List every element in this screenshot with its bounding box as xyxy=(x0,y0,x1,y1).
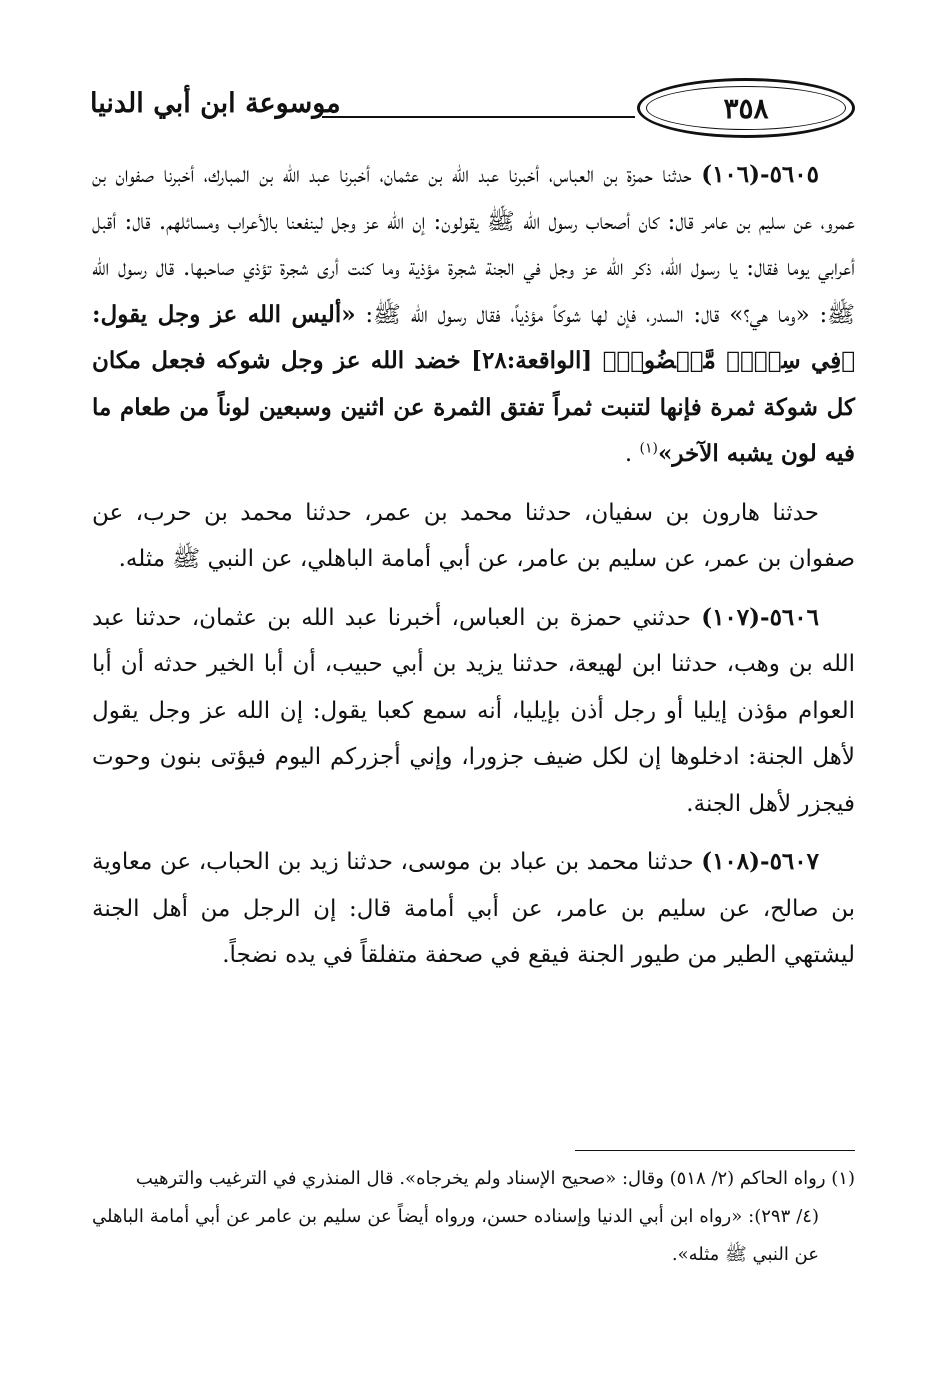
hadith-text: حدثني حمزة بن العباس، أخبرنا عبد الله بن عثمان، حدثنا عبد الله بن وهب، حدثنا ابن لهيعة، حدثنا يزيد بن أبي حبيب، أن أبا الخير حدثه أن أبا العوام مؤذن إيليا أو رجل أذن بإيليا، أنه سمع كعبا يقول: إن الله عز وجل يقول لأهل الجنة: ادخلوها إن لكل ضيف جزورا، وإني أجزركم اليوم فيؤتى بنون وحوت فيجزر لأهل الجنة. xyxy=(92,604,855,817)
hadith-5606 xyxy=(92,595,855,828)
period: . xyxy=(624,441,633,467)
footnotes xyxy=(92,1160,855,1274)
hadith-5607 xyxy=(92,839,855,979)
hadith-narration: قال: السدر، فإن لها شوكاً مؤذياً، فقال رسول الله ﷺ: xyxy=(365,301,720,328)
page-header xyxy=(90,78,855,142)
book-title: موسوعة ابن أبي الدنيا xyxy=(90,88,341,119)
hadith-quote: «أليس الله عز وجل يقول: ﴿فِي سِدۡرٖ مَّخۡضُودٖ﴾ [الواقعة:٢٨] خضد الله عز وجل شوكه فجعل مكان كل شوكة ثمرة فإنها لتنبت ثمراً تفتق الثمرة عن اثنين وسبعين لوناً من طعام ما فيه لون يشبه الآخر» xyxy=(92,300,855,467)
hadith-quote: «وما هي؟» xyxy=(729,301,810,328)
footnote-line: (١) رواه الحاكم (٢/ ٥١٨) وقال: «صحيح الإسناد ولم يخرجاه». قال المنذري في الترغيب والترهيب xyxy=(135,1168,855,1189)
page-number-frame xyxy=(637,78,855,138)
main-text xyxy=(92,152,855,979)
footnote-ref: (١) xyxy=(639,440,658,457)
footnote-continuation: (٤/ ٢٩٣): «رواه ابن أبي الدنيا وإسناده حسن، ورواه أيضاً عن سليم بن عامر عن أبي أمامة الباهلي عن النبي ﷺ مثله». xyxy=(92,1206,819,1265)
page-number: ٣٥٨ xyxy=(723,92,769,125)
hadith-chain: حدثنا حمزة بن العباس، أخبرنا عبد الله بن عثمان، أخبرنا عبد الله بن المبارك، أخبرنا صفوان بن عمرو، عن سليم بن عامر قال: كان أصحاب رسول الله ﷺ يقولون: إن الله عز وجل لينفعنا بالأعراب ومسائلهم. قال: أقبل أعرابي يوما فقال: يا رسول الله، ذكر الله عز وجل في الجنة شجرة مؤذية وما كنت أرى شجرة تؤذي صاحبها. قال رسول الله ﷺ: xyxy=(92,162,856,328)
hadith-text: حدثنا محمد بن عباد بن موسى، حدثنا زيد بن الحباب، عن معاوية بن صالح، عن سليم بن عامر، عن أبي أمامة قال: إن الرجل من أهل الجنة ليشتهي الطير من طيور الجنة فيقع في صحفة متفلقاً في يده نضجاً. xyxy=(92,849,855,968)
hadith-number: ٥٦٠٧-(١٠٨) xyxy=(701,848,819,875)
hadith-number: ٥٦٠٦-(١٠٧) xyxy=(701,603,819,631)
hadith-5605 xyxy=(92,152,855,478)
follow-up-chain: حدثنا هارون بن سفيان، حدثنا محمد بن عمر، حدثنا محمد بن حرب، عن صفوان بن عمر، عن سليم بن عامر، عن أبي أمامة الباهلي، عن النبي ﷺ مثله. xyxy=(92,499,855,572)
header-rule xyxy=(322,116,635,118)
hadith-number: ٥٦٠٥-(١٠٦) xyxy=(701,161,819,188)
footnote-rule xyxy=(575,1150,855,1151)
